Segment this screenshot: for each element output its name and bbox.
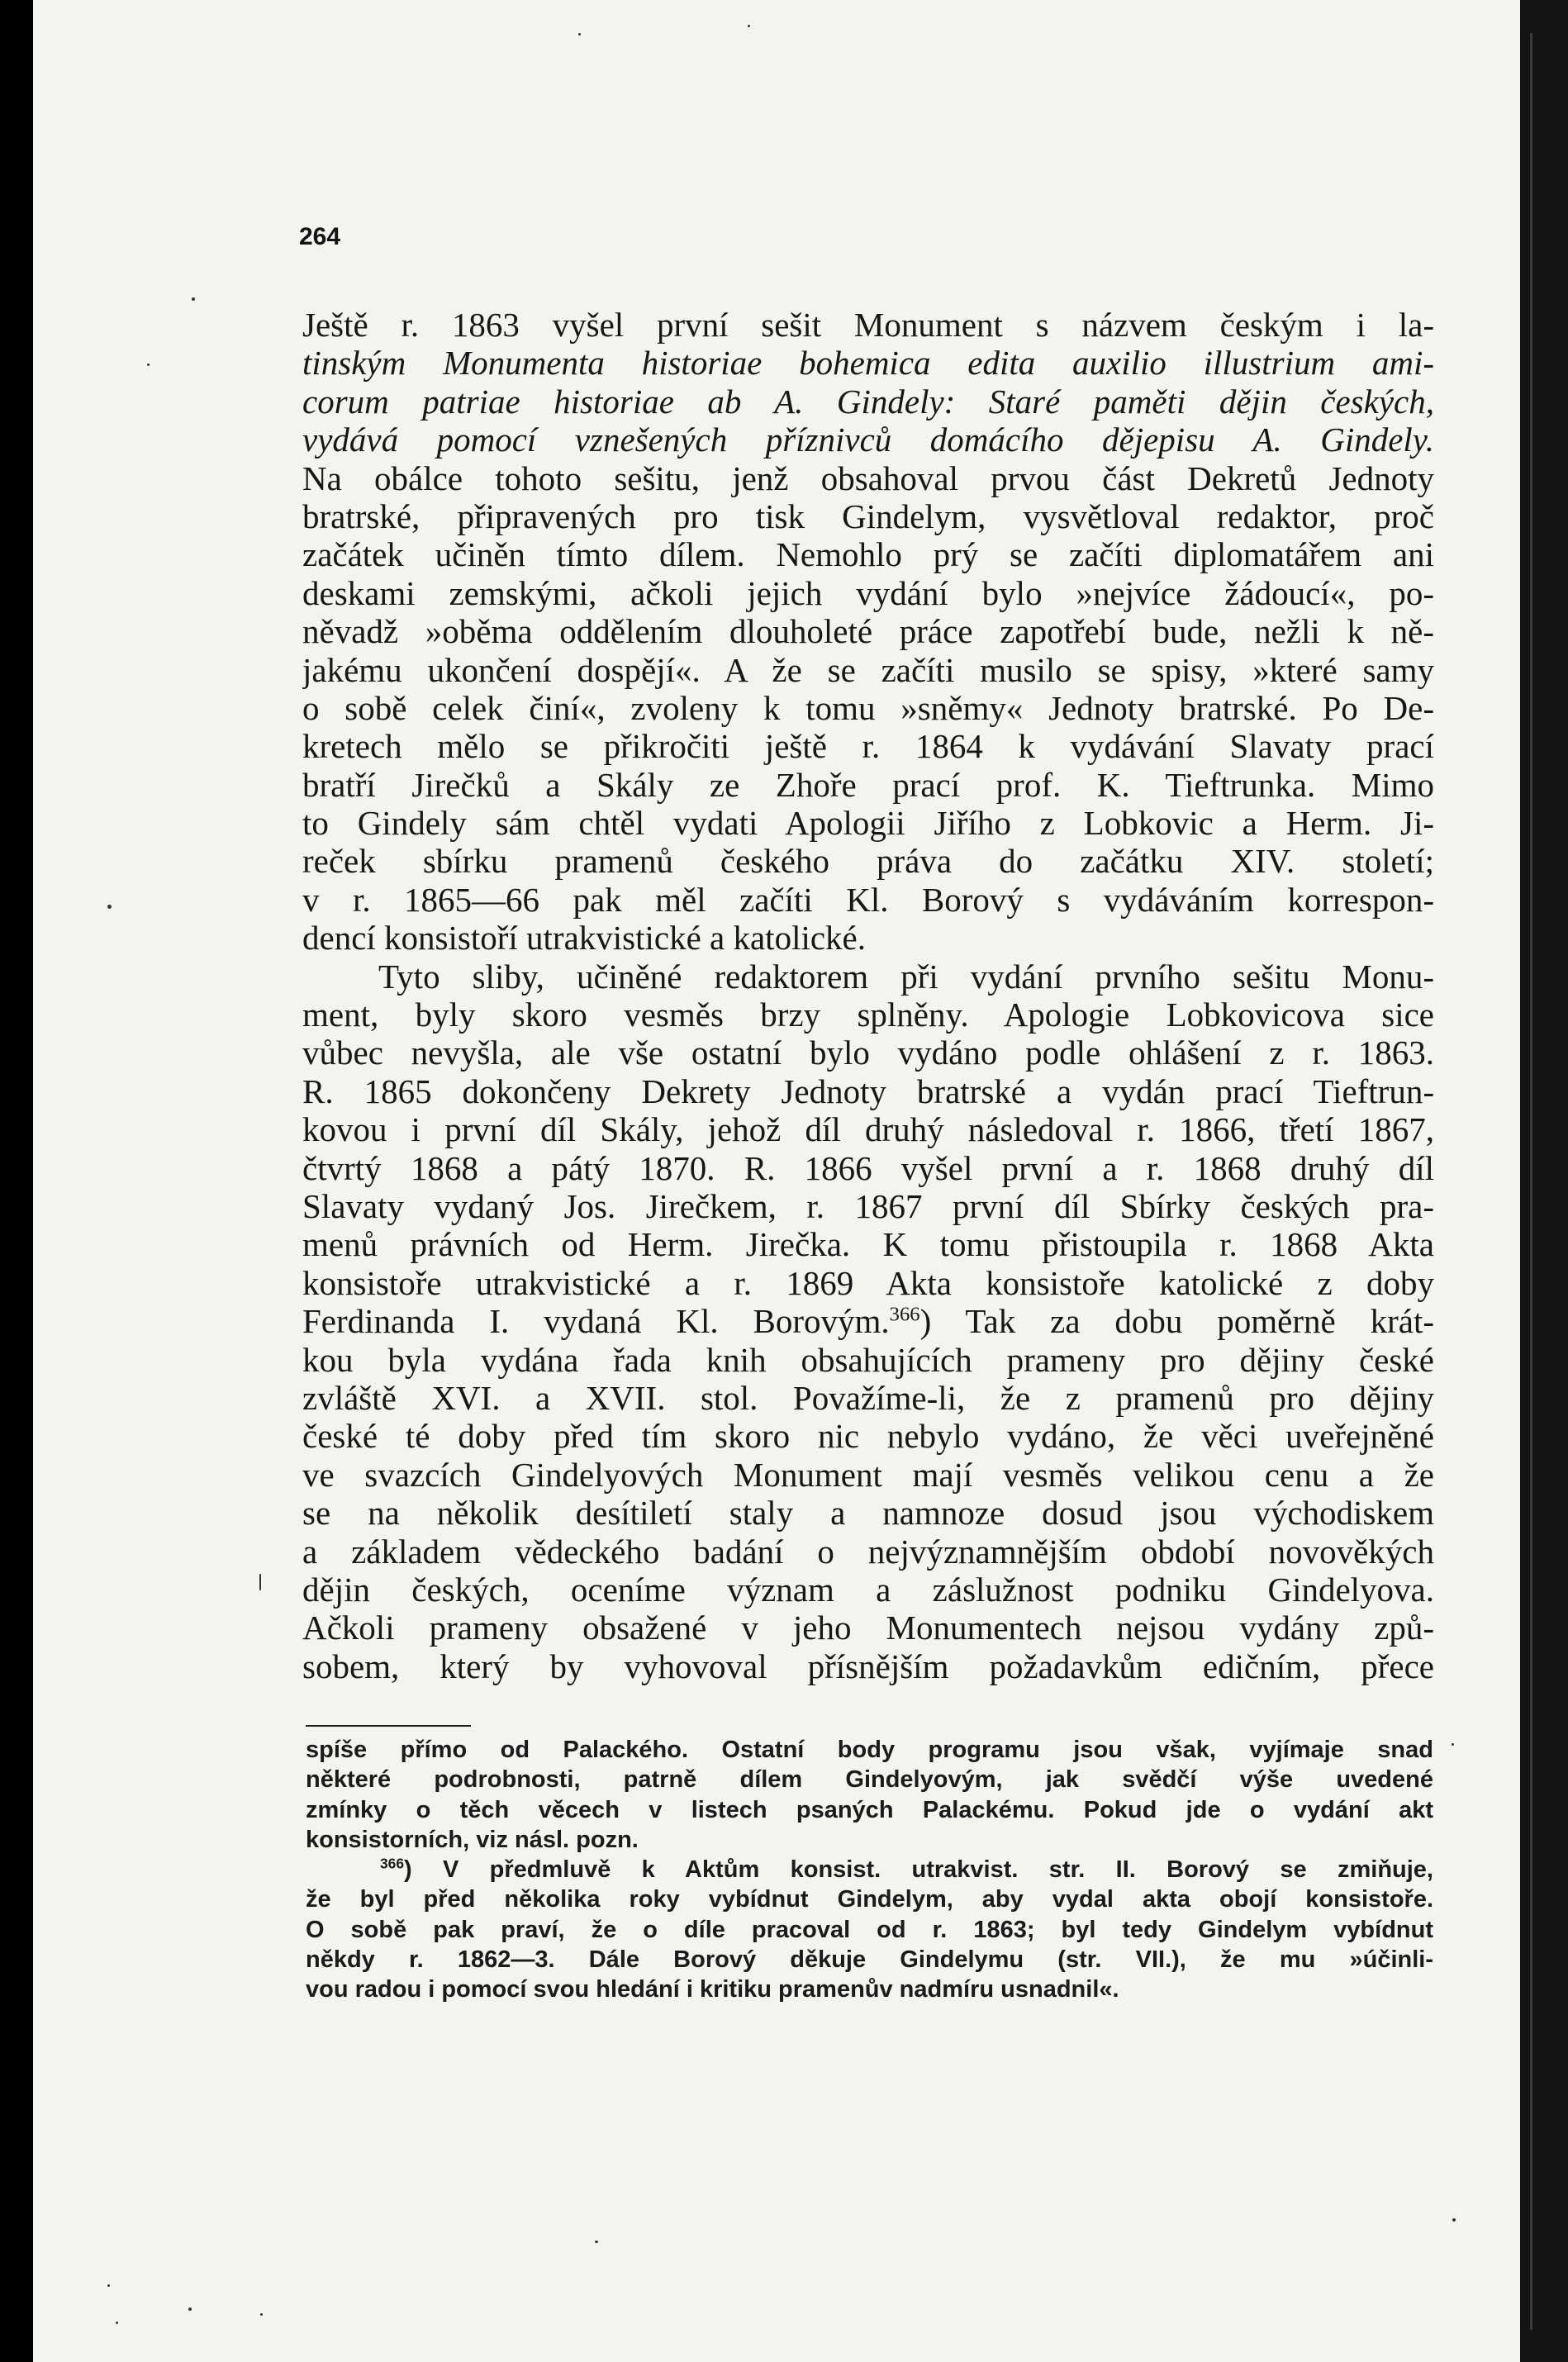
text-line: Ačkoli prameny obsažené v jeho Monumentech nejsou vydány způ- [302, 1609, 1434, 1647]
footnote-line: spíše přímo od Palackého. Ostatní body programu jsou však, vyjímaje snad [306, 1737, 1433, 1763]
scan-speck [748, 25, 750, 27]
text-line: dencí konsistoří utrakvistické a katolické. [302, 919, 867, 958]
text-line: kovou i první díl Skály, jehož díl druhý následoval r. 1866, třetí 1867, [302, 1110, 1434, 1149]
text-line: začátek učiněn tímto dílem. Nemohlo prý se začíti diplomatářem ani [302, 535, 1434, 574]
text-line: corum patriae historiae ab A. Gindely: Staré paměti dějin českých, [302, 382, 1434, 421]
scan-speck [578, 33, 581, 36]
text-line: R. 1865 dokončeny Dekrety Jednoty bratrské a vydán prací Tieftrun- [302, 1072, 1434, 1110]
text-line: deskami zemskými, ačkoli jejich vydání bylo »nejvíce žádoucí«, po- [302, 573, 1434, 612]
main-text [302, 306, 1434, 1685]
text-line: bratří Jirečků a Skály ze Zhoře prací prof. K. Tieftrunka. Mimo [302, 765, 1434, 804]
text-line: to Gindely sám chtěl vydati Apologii Jiřího z Lobkovic a Herm. Ji- [302, 804, 1434, 843]
text-line: Tyto sliby, učiněné redaktorem při vydání prvního sešitu Monu- [378, 957, 1434, 996]
text-line: vůbec nevyšla, ale vše ostatní bylo vydáno podle ohlášení z r. 1863. [302, 1034, 1434, 1072]
footnote-mark: 366 [380, 1855, 405, 1872]
text-segment: Ferdinanda I. vydaná Kl. Borovým. [302, 1302, 890, 1341]
text-line: a základem vědeckého badání o nejvýznamnějším období novověkých [302, 1532, 1434, 1571]
footnote-line: konsistorních, viz násl. pozn. [306, 1826, 639, 1853]
footnotes [306, 1735, 1433, 2005]
text-line: Slavaty vydaný Jos. Jirečkem, r. 1867 první díl Sbírky českých pra- [302, 1186, 1434, 1225]
text-line: české té doby před tím skoro nic nebylo vydáno, že věci uveřejněné [302, 1417, 1434, 1456]
text-line: něvadž »oběma oddělením dlouholeté práce zapotřebí bude, nežli k ně- [302, 612, 1434, 651]
text-line: konsistoře utrakvistické a r. 1869 Akta konsistoře katolické z doby [302, 1263, 1434, 1302]
text-line: vydává pomocí vznešených příznivců domácího dějepisu A. Gindely. [302, 421, 1434, 459]
scan-speck [1452, 1743, 1454, 1746]
page-edge-shadow [1520, 0, 1568, 2362]
text-line: tinským Monumenta historiae bohemica edita auxilio illustrium ami- [302, 344, 1434, 383]
footnote-line: někdy r. 1862—3. Dále Borový děkuje Gindelymu (str. VII.), že mu »účinli- [306, 1946, 1433, 1974]
scan-speck [595, 2241, 598, 2243]
text-segment: ) Tak za dobu poměrně krát- [919, 1302, 1434, 1341]
scan-speck [116, 2322, 118, 2324]
text-line: Ještě r. 1863 vyšel první sešit Monument s názvem českým i la- [302, 306, 1434, 344]
text-line: v r. 1865—66 pak měl začíti Kl. Borový s vydáváním korrespon- [302, 880, 1434, 919]
text-line: kretech mělo se přikročiti ještě r. 1864 k vydávání Slavaty prací [302, 727, 1434, 766]
text-line: bratrské, připravených pro tisk Gindelym, vysvětloval redaktor, proč [302, 497, 1434, 535]
footnote-line: že byl před několika roky vybídnut Gindelym, aby vydal akta obojí konsistoře. [306, 1886, 1433, 1913]
page-edge-line [1530, 33, 1532, 2330]
text-line: Na obálce tohoto sešitu, jenž obsahoval prvou část Dekretů Jednoty [302, 459, 1434, 497]
scan-speck [1452, 2218, 1456, 2222]
text-line-with-footnote-ref [302, 1302, 1434, 1340]
text-line: ment, byly skoro vesměs brzy splněny. Apologie Lobkovicova sice [302, 996, 1434, 1034]
scan-speck [107, 905, 112, 909]
text-line: čtvrtý 1868 a pátý 1870. R. 1866 vyšel první a r. 1868 druhý díl [302, 1148, 1434, 1187]
scan-speck [188, 2307, 192, 2311]
footnote-text: ) V předmluvě k Aktům konsist. utrakvist. str. II. Borový se zmiňuje, [404, 1856, 1433, 1884]
footnote-line: vou radou i pomocí svou hledání i kritiku pramenův nadmíru usnadnil«. [306, 1976, 1119, 2003]
text-line: kou byla vydána řada knih obsahujících prameny pro dějiny české [302, 1340, 1434, 1379]
footnote-ref: 366 [889, 1303, 920, 1326]
text-line: zvláště XVI. a XVII. stol. Považíme-li, že z pramenů pro dějiny [302, 1378, 1434, 1417]
text-line: sobem, který by vyhovoval přísnějším požadavkům edičním, přece [302, 1647, 1434, 1685]
scan-speck [107, 2284, 110, 2287]
footnote-separator [306, 1725, 471, 1727]
footnote-line: O sobě pak praví, že o díle pracoval od r. 1863; byl tedy Gindelym vybídnut [306, 1916, 1433, 1943]
text-line: o sobě celek činí«, zvoleny k tomu »sněmy« Jednoty bratrské. Po De- [302, 688, 1434, 727]
text-line: dějin českých, oceníme význam a záslužnost podniku Gindelyova. [302, 1570, 1434, 1609]
footnote-366-first-line [306, 1855, 1433, 1884]
text-line: ve svazcích Gindelyových Monument mají vesměs velikou cenu a že [302, 1455, 1434, 1494]
scan-speck [260, 2313, 263, 2316]
text-line: reček sbírku pramenů českého práva do začátku XIV. století; [302, 842, 1434, 881]
footnote-line: zmínky o těch věcech v listech psaných Palackému. Pokud jde o vydání akt [306, 1796, 1433, 1823]
text-line: se na několik desítiletí staly a namnoze dosud jsou východiskem [302, 1494, 1434, 1533]
footnote-line: některé podrobnosti, patrně dílem Gindelyovým, jak svědčí výše uvedené [306, 1766, 1433, 1794]
scan-speck [259, 1574, 261, 1590]
scan-speck [192, 297, 195, 301]
text-line: menů právních od Herm. Jirečka. K tomu přistoupila r. 1868 Akta [302, 1225, 1434, 1264]
page-number: 264 [299, 223, 341, 250]
scan-speck [147, 364, 150, 366]
text-line: jakému ukončení dospějí«. A že se začíti musilo se spisy, »které samy [302, 650, 1434, 689]
